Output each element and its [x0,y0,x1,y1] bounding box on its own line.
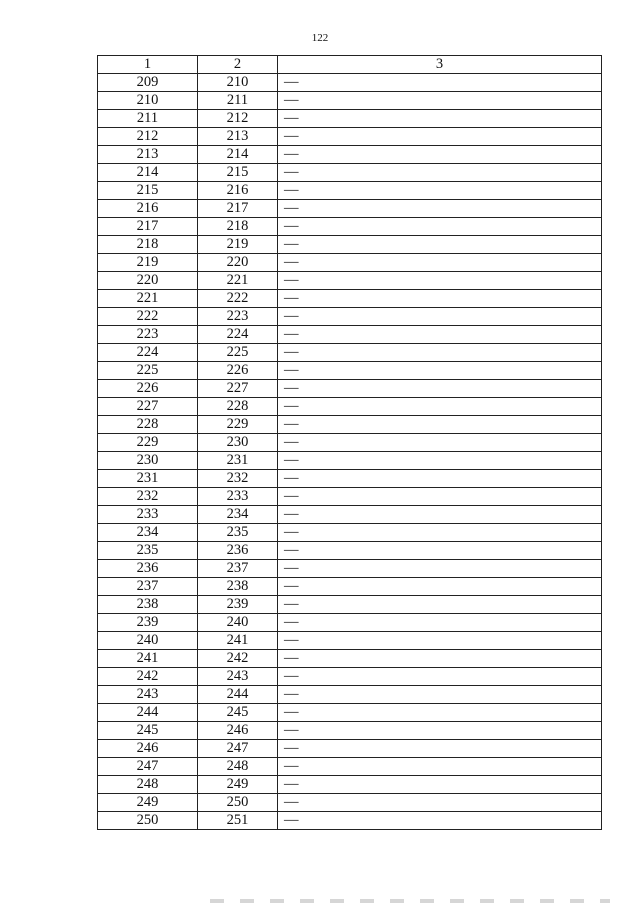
table-row [98,110,602,128]
cell-col-2: 247 [198,740,278,758]
table-row [98,272,602,290]
cell-col-2: 211 [198,92,278,110]
cell-col-2: 249 [198,776,278,794]
cell-col-3: — [278,308,602,326]
cell-col-3: — [278,416,602,434]
cell-col-2: 220 [198,254,278,272]
cell-col-2: 216 [198,182,278,200]
cell-col-2: 225 [198,344,278,362]
cell-col-3: — [278,776,602,794]
cell-col-3: — [278,362,602,380]
cell-col-1: 237 [98,578,198,596]
table-row [98,452,602,470]
cell-col-1: 213 [98,146,198,164]
cell-col-3: — [278,686,602,704]
cell-col-2: 227 [198,380,278,398]
cell-col-2: 234 [198,506,278,524]
cell-col-3: — [278,272,602,290]
cell-col-3: — [278,578,602,596]
cell-col-3: — [278,434,602,452]
table-row [98,668,602,686]
cell-col-1: 234 [98,524,198,542]
page-number: 122 [311,32,329,44]
cell-col-2: 226 [198,362,278,380]
cell-col-3: — [278,758,602,776]
table-row [98,218,602,236]
cell-col-1: 222 [98,308,198,326]
table-row [98,524,602,542]
cell-col-1: 241 [98,650,198,668]
cell-col-3: — [278,380,602,398]
cell-col-1: 230 [98,452,198,470]
table-row [98,200,602,218]
table-row [98,146,602,164]
cell-col-1: 242 [98,668,198,686]
cell-col-2: 221 [198,272,278,290]
cell-col-3: — [278,488,602,506]
cell-col-2: 239 [198,596,278,614]
table-row [98,632,602,650]
table-row [98,542,602,560]
cell-col-2: 214 [198,146,278,164]
cell-col-1: 218 [98,236,198,254]
cell-col-2: 248 [198,758,278,776]
cell-col-1: 220 [98,272,198,290]
cell-col-3: — [278,632,602,650]
cell-col-3: — [278,398,602,416]
column-header-3: 3 [278,56,602,74]
cell-col-3: — [278,326,602,344]
cell-col-1: 240 [98,632,198,650]
cell-col-3: — [278,254,602,272]
cell-col-3: — [278,722,602,740]
table-row [98,308,602,326]
cell-col-2: 212 [198,110,278,128]
cell-col-1: 243 [98,686,198,704]
cell-col-2: 236 [198,542,278,560]
cell-col-3: — [278,524,602,542]
cell-col-3: — [278,812,602,830]
cell-col-2: 213 [198,128,278,146]
table-row [98,704,602,722]
table-row [98,488,602,506]
cell-col-1: 244 [98,704,198,722]
table-row [98,686,602,704]
table-row [98,614,602,632]
cell-col-1: 212 [98,128,198,146]
cell-col-2: 250 [198,794,278,812]
cell-col-1: 247 [98,758,198,776]
cell-col-3: — [278,452,602,470]
cell-col-1: 224 [98,344,198,362]
cell-col-3: — [278,542,602,560]
cell-col-2: 222 [198,290,278,308]
cell-col-3: — [278,218,602,236]
table-row [98,326,602,344]
table-row [98,776,602,794]
cell-col-1: 245 [98,722,198,740]
cell-col-3: — [278,704,602,722]
cell-col-2: 244 [198,686,278,704]
table-row [98,344,602,362]
cell-col-2: 240 [198,614,278,632]
footer-scan-marks [210,899,610,903]
cell-col-1: 231 [98,470,198,488]
cell-col-3: — [278,146,602,164]
cell-col-1: 229 [98,434,198,452]
cell-col-1: 214 [98,164,198,182]
column-header-2: 2 [198,56,278,74]
cell-col-3: — [278,182,602,200]
table-row [98,290,602,308]
table-row [98,254,602,272]
cell-col-2: 243 [198,668,278,686]
table-row [98,758,602,776]
table-row [98,740,602,758]
cell-col-2: 238 [198,578,278,596]
table-row [98,560,602,578]
cell-col-1: 219 [98,254,198,272]
cell-col-2: 242 [198,650,278,668]
cell-col-3: — [278,740,602,758]
cell-col-2: 210 [198,74,278,92]
cell-col-3: — [278,596,602,614]
cell-col-1: 209 [98,74,198,92]
cell-col-3: — [278,74,602,92]
table-row [98,380,602,398]
cell-col-3: — [278,470,602,488]
cell-col-1: 228 [98,416,198,434]
cell-col-1: 235 [98,542,198,560]
cell-col-3: — [278,236,602,254]
cell-col-1: 223 [98,326,198,344]
cell-col-2: 231 [198,452,278,470]
cell-col-2: 233 [198,488,278,506]
table-row [98,812,602,830]
cell-col-3: — [278,650,602,668]
cell-col-1: 248 [98,776,198,794]
cell-col-3: — [278,506,602,524]
table-row [98,362,602,380]
table-row [98,434,602,452]
cell-col-1: 226 [98,380,198,398]
cell-col-2: 230 [198,434,278,452]
cell-col-3: — [278,794,602,812]
cell-col-1: 233 [98,506,198,524]
table-row [98,578,602,596]
cell-col-3: — [278,614,602,632]
cell-col-1: 250 [98,812,198,830]
table-row [98,92,602,110]
cell-col-1: 227 [98,398,198,416]
column-header-1: 1 [98,56,198,74]
cell-col-1: 210 [98,92,198,110]
cell-col-1: 217 [98,218,198,236]
cell-col-3: — [278,344,602,362]
table-row [98,722,602,740]
cell-col-2: 232 [198,470,278,488]
table-header-row [98,56,602,74]
cell-col-2: 215 [198,164,278,182]
table-row [98,128,602,146]
cell-col-1: 239 [98,614,198,632]
table-row [98,74,602,92]
cell-col-2: 228 [198,398,278,416]
cell-col-3: — [278,128,602,146]
cell-col-2: 237 [198,560,278,578]
cell-col-1: 246 [98,740,198,758]
cell-col-3: — [278,668,602,686]
cell-col-1: 221 [98,290,198,308]
cell-col-1: 216 [98,200,198,218]
cell-col-1: 238 [98,596,198,614]
cell-col-3: — [278,164,602,182]
cell-col-1: 225 [98,362,198,380]
cell-col-1: 232 [98,488,198,506]
cell-col-3: — [278,110,602,128]
table-row [98,470,602,488]
cell-col-1: 211 [98,110,198,128]
table-row [98,596,602,614]
cell-col-2: 219 [198,236,278,254]
cell-col-1: 236 [98,560,198,578]
cell-col-2: 251 [198,812,278,830]
cell-col-2: 217 [198,200,278,218]
table-row [98,650,602,668]
table-row [98,236,602,254]
cell-col-2: 245 [198,704,278,722]
cell-col-3: — [278,560,602,578]
cell-col-3: — [278,92,602,110]
cell-col-2: 235 [198,524,278,542]
cell-col-2: 246 [198,722,278,740]
cell-col-2: 241 [198,632,278,650]
table-row [98,506,602,524]
cell-col-2: 223 [198,308,278,326]
cell-col-1: 249 [98,794,198,812]
cell-col-1: 215 [98,182,198,200]
cell-col-2: 224 [198,326,278,344]
table-row [98,398,602,416]
table-row [98,182,602,200]
table-row [98,416,602,434]
data-table [97,55,602,830]
cell-col-3: — [278,200,602,218]
cell-col-2: 218 [198,218,278,236]
table-row [98,794,602,812]
cell-col-3: — [278,290,602,308]
table-body [98,74,602,830]
table-row [98,164,602,182]
cell-col-2: 229 [198,416,278,434]
